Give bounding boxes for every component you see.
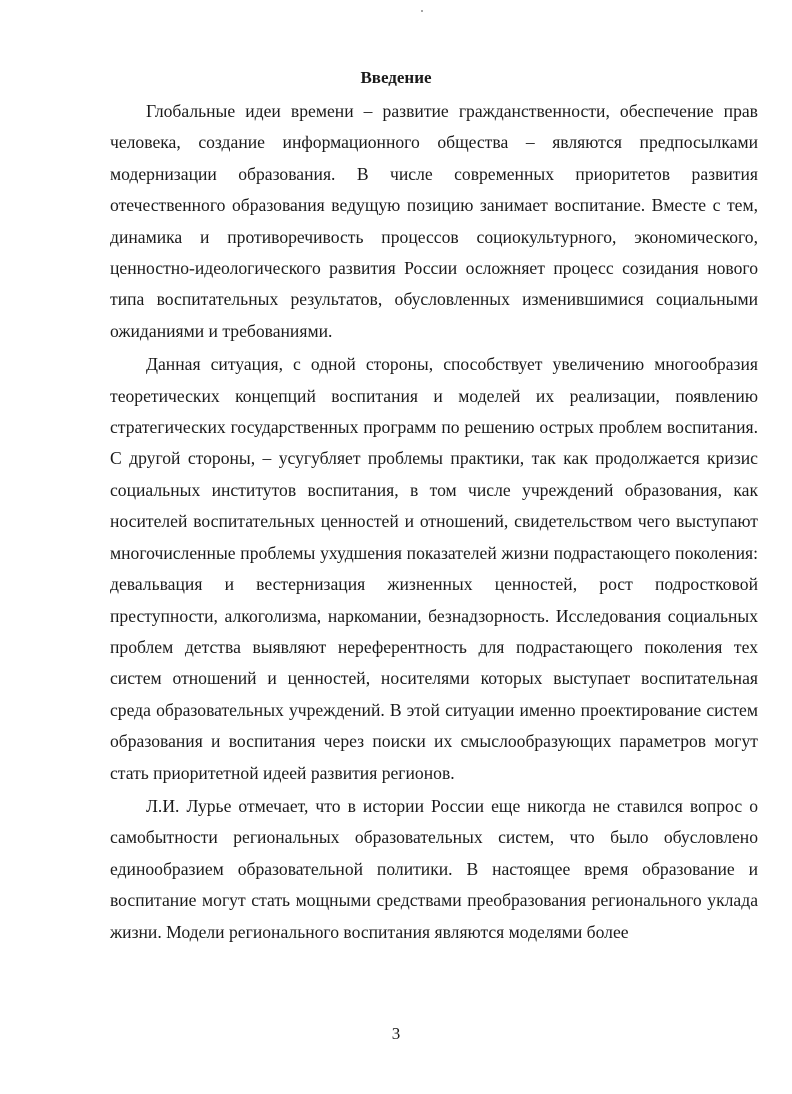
scan-speck [421,10,423,12]
section-heading: Введение [360,68,432,87]
paragraph-3: Л.И. Лурье отмечает, что в истории России еще никогда не ставился вопрос о самобытности региональных образовательных систем, что было обусловлено единообразием образовательной политики. В настоящее время образование и воспитание могут стать мощными средствами преобразования регионального уклада жизни. Модели регионального воспитания являются моделями более [110,795,758,942]
paragraph-2: Данная ситуация, с одной стороны, способствует увеличению многообразия теоретических концепций воспитания и моделей их реализации, появлению стратегических государственных программ по решению острых проблем воспитания. С другой стороны, – усугубляет проблемы практики, так как продолжается кризис социальных институтов воспитания, в том числе учреждений образования, как носителей воспитательных ценностей и отношений, свидетельством чего выступают многочисленные проблемы ухудшения показателей жизни подрастающего поколения: девальвация и вестернизация жизненных ценностей, рост подростковой преступности, алкоголизма, наркомании, безнадзорность. Исследования социальных проблем детства выявляют нереферентность для подрастающего поколения тех систем отношений и ценностей, носителями которых выступает воспитательная среда образовательных учреждений. В этой ситуации именно проектирование систем образования и воспитания через поиски их смыслообразующих параметров могут стать приоритетной идеей развития регионов. [110,354,758,783]
paragraph-1: Глобальные идеи времени – развитие гражданственности, обеспечение прав человека, создание информационного общества – являются предпосылками модернизации образования. В числе современных приоритетов развития отечественного образования ведущую позицию занимает воспитание. Вместе с тем, динамика и противоречивость процессов социокультурного, экономического, ценностно-идеологического развития России осложняет процесс созидания нового типа воспитательных результатов, обусловленных изменившимися социальными ожиданиями и требованиями. [110,101,758,341]
page-number: 3 [391,1024,401,1043]
body-text [110,96,758,950]
